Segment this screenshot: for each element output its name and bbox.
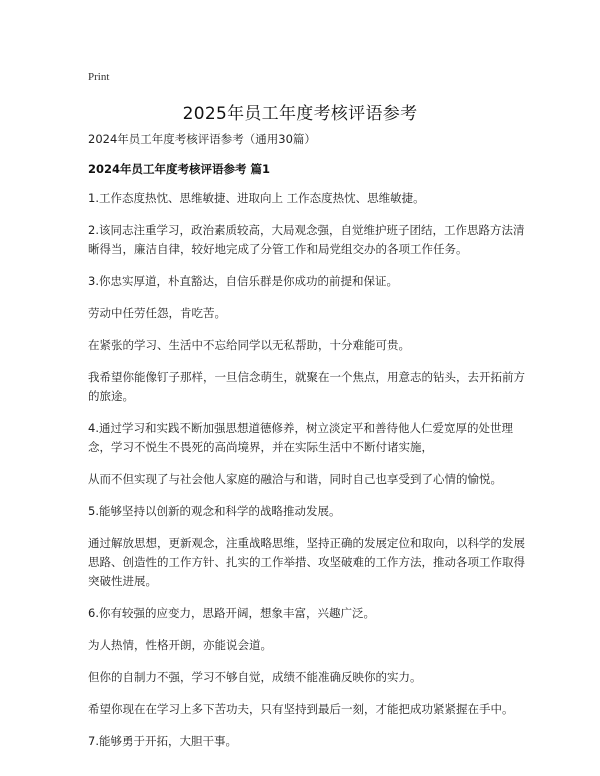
paragraph: 通过解放思想，更新观念，注重战略思维，坚持正确的发展定位和取向，以科学的发展思路、创造性的工作方针、扎实的工作举措、攻坚破难的工作方法，推动各项工作取得突破性进展。 <box>88 536 525 588</box>
paragraph: 5.能够坚持以创新的观念和科学的战略推动发展。 <box>88 504 341 518</box>
paragraph: 1.工作态度热忱、思维敏捷、进取向上 工作态度热忱、思维敏捷。 <box>88 191 425 205</box>
document-subtitle: 2024年员工年度考核评语参考（通用30篇） <box>88 132 316 146</box>
paragraph: 4.通过学习和实践不断加强思想道德修养，树立淡定平和善待他人仁爱宽厚的处世理念，学习不悦生不畏死的高尚境界，并在实际生活中不断付诸实施， <box>88 421 513 454</box>
paragraph: 希望你现在在学习上多下苦功夫，只有坚持到最后一刻，才能把成功紧紧握在手中。 <box>88 702 514 716</box>
paragraph: 为人热情，性格开朗，亦能说会道。 <box>88 638 272 652</box>
section-heading: 2024年员工年度考核评语参考 篇1 <box>88 162 271 176</box>
paragraph: 3.你忠实厚道，朴直豁达，自信乐群是你成功的前提和保证。 <box>88 274 398 288</box>
document-body <box>88 130 528 764</box>
paragraph: 我希望你能像钉子那样，一旦信念萌生，就聚在一个焦点，用意志的钻头，去开拓前方的旅途。 <box>88 370 525 403</box>
paragraph: 在紧张的学习、生活中不忘给同学以无私帮助，十分难能可贵。 <box>88 338 410 352</box>
document-title: 2025年员工年度考核评语参考 <box>182 104 418 124</box>
print-label: Print <box>88 71 110 83</box>
paragraph: 劳动中任劳任怨，肯吃苦。 <box>88 306 226 320</box>
paragraph: 7.能够勇于开拓，大胆干事。 <box>88 734 237 748</box>
paragraph: 但你的自制力不强，学习不够自觉，成绩不能准确反映你的实力。 <box>88 670 422 684</box>
paragraph: 从而不但实现了与社会他人家庭的融洽与和谐，同时自己也享受到了心情的愉悦。 <box>88 472 502 486</box>
paragraph: 2.该同志注重学习，政治素质较高，大局观念强，自觉维护班子团结，工作思路方法清晰得当，廉洁自律，较好地完成了分管工作和局党组交办的各项工作任务。 <box>88 223 525 256</box>
paragraph: 6.你有较强的应变力，思路开阔，想象丰富，兴趣广泛。 <box>88 606 375 620</box>
